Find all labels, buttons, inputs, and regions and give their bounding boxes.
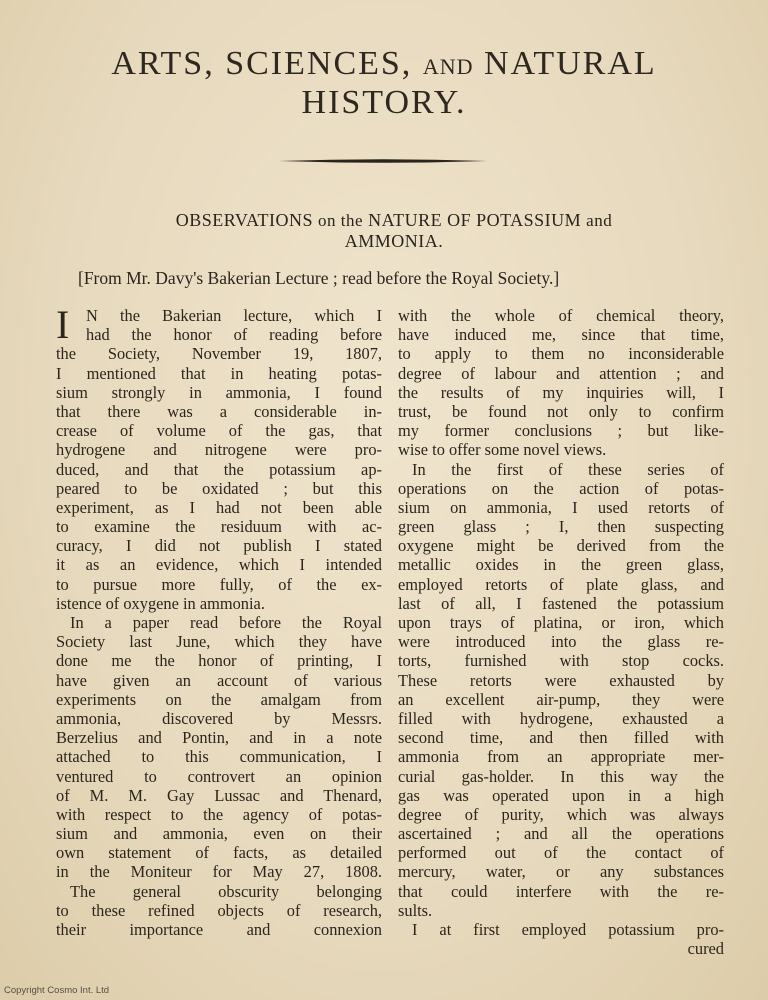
text-line: sium and ammonia, even on their xyxy=(56,824,382,844)
text-line: Society last June, which they have xyxy=(56,632,382,652)
text-line: degree of purity, which was always xyxy=(398,804,724,824)
text-line: my former conclusions ; but like- xyxy=(398,421,724,441)
text-line: to pursue more fully, of the ex- xyxy=(56,574,382,594)
text-line: curial gas-holder. In this way the xyxy=(398,766,724,786)
heading-and: AND xyxy=(422,54,474,79)
text-line: that could interfere with the re- xyxy=(398,881,724,901)
text-line: green glass ; I, then suspecting xyxy=(398,517,724,537)
text-line: experiments on the amalgam from xyxy=(56,689,382,709)
text-line: trust, be found not only to confirm xyxy=(398,401,724,421)
text-line: I mentioned that in heating potas- xyxy=(56,363,382,383)
text-line: ascertained ; and all the operations xyxy=(398,824,724,844)
text-line: oxygene might be derived from the xyxy=(398,536,724,556)
text-line: an excellent air-pump, they were xyxy=(398,689,724,709)
text-line: have induced me, since that time, xyxy=(398,325,724,345)
text-line: In a paper read before the Royal xyxy=(70,613,382,632)
text-line: have given an account of various xyxy=(56,670,382,690)
ornamental-rule xyxy=(279,158,487,164)
text-line: duced, and that the potassium ap- xyxy=(56,459,382,479)
text-line: had the honor of reading before xyxy=(86,325,382,345)
text-line: done me the honor of printing, I xyxy=(56,651,382,671)
text-line: the results of my inquiries will, I xyxy=(398,382,724,402)
text-line: sults. xyxy=(398,900,433,920)
right-text-column xyxy=(398,306,724,958)
text-line: to apply to them no inconsiderable xyxy=(398,344,724,364)
text-line: metallic oxides in the green glass, xyxy=(398,555,724,575)
text-line: their importance and connexion xyxy=(56,920,382,939)
section-heading-line1 xyxy=(0,47,768,81)
text-line: ammonia from an appropriate mer- xyxy=(398,747,724,767)
text-line: gas was operated upon in a high xyxy=(398,785,724,805)
article-title-nature: NATURE OF POTASSIUM xyxy=(368,210,582,230)
text-line: N the Bakerian lecture, which I xyxy=(86,306,382,325)
text-line: mercury, water, or any substances xyxy=(398,862,724,882)
text-line: that there was a considerable in- xyxy=(56,401,382,421)
text-line: in the Moniteur for May 27, 1808. xyxy=(56,862,382,882)
text-line: second time, and then filled with xyxy=(398,728,724,748)
text-line: sium strongly in ammonia, I found xyxy=(56,382,382,402)
article-title-and: and xyxy=(586,211,613,230)
copyright-watermark: Copyright Cosmo Int. Ltd xyxy=(4,985,110,996)
text-line: last of all, I fastened the potassium xyxy=(398,593,724,613)
text-line: own statement of facts, as detailed xyxy=(56,843,382,863)
article-title-on-the: on the xyxy=(318,211,364,230)
drop-cap: I xyxy=(56,302,70,347)
text-line: hydrogene and nitrogene were pro- xyxy=(56,440,382,460)
text-line: peared to be oxidated ; but this xyxy=(56,478,382,498)
text-line: torts, furnished with stop cocks. xyxy=(398,651,724,671)
text-line: crease of volume of the gas, that xyxy=(56,421,382,441)
text-line: degree of labour and attention ; and xyxy=(398,363,724,383)
text-line: wise to offer some novel views. xyxy=(398,440,607,460)
text-line: cured xyxy=(687,939,724,959)
text-line: with respect to the agency of potas- xyxy=(56,804,382,824)
text-line: upon trays of platina, or iron, which xyxy=(398,613,724,632)
text-line: to these refined objects of research, xyxy=(56,900,382,920)
text-line: employed retorts of plate glass, and xyxy=(398,574,724,594)
text-line: In the first of these series of xyxy=(412,459,724,479)
text-line: istence of oxygene in ammonia. xyxy=(56,593,265,613)
heading-arts-sciences: ARTS, SCIENCES, xyxy=(111,45,413,82)
text-line: filled with hydrogene, exhausted a xyxy=(398,708,724,728)
text-line: I at first employed potassium pro- xyxy=(412,920,724,939)
article-title-observations: OBSERVATIONS xyxy=(175,210,314,230)
text-line: attached to this communication, I xyxy=(56,747,382,767)
text-line: with the whole of chemical theory, xyxy=(398,306,724,325)
left-text-column xyxy=(56,302,382,939)
text-line: of M. M. Gay Lussac and Thenard, xyxy=(56,785,382,805)
article-title xyxy=(60,210,728,252)
text-line: ventured to controvert an opinion xyxy=(56,766,382,786)
text-line: operations on the action of potas- xyxy=(398,478,724,498)
text-line: ammonia, discovered by Messrs. xyxy=(56,708,382,728)
text-line: sium on ammonia, I used retorts of xyxy=(398,497,724,517)
section-heading-line2: HISTORY. xyxy=(301,84,467,121)
text-line: the Society, November 19, 1807, xyxy=(56,344,382,364)
text-line: experiment, as I had not been able xyxy=(56,497,382,517)
article-title-ammonia: AMMONIA. xyxy=(344,231,444,251)
text-line: it as an evidence, which I intended xyxy=(56,555,382,575)
text-line: to examine the residuum with ac- xyxy=(56,517,382,537)
text-line: were introduced into the glass re- xyxy=(398,632,724,652)
text-line: performed out of the contact of xyxy=(398,843,724,863)
text-line: The general obscurity belonging xyxy=(70,881,382,901)
heading-natural: NATURAL xyxy=(483,45,657,82)
text-line: Berzelius and Pontin, and in a note xyxy=(56,728,382,748)
text-line: These retorts were exhausted by xyxy=(398,670,724,690)
text-line: curacy, I did not publish I stated xyxy=(56,536,382,556)
article-source-note: [From Mr. Davy's Bakerian Lecture ; read before the Royal Society.] xyxy=(78,268,560,288)
